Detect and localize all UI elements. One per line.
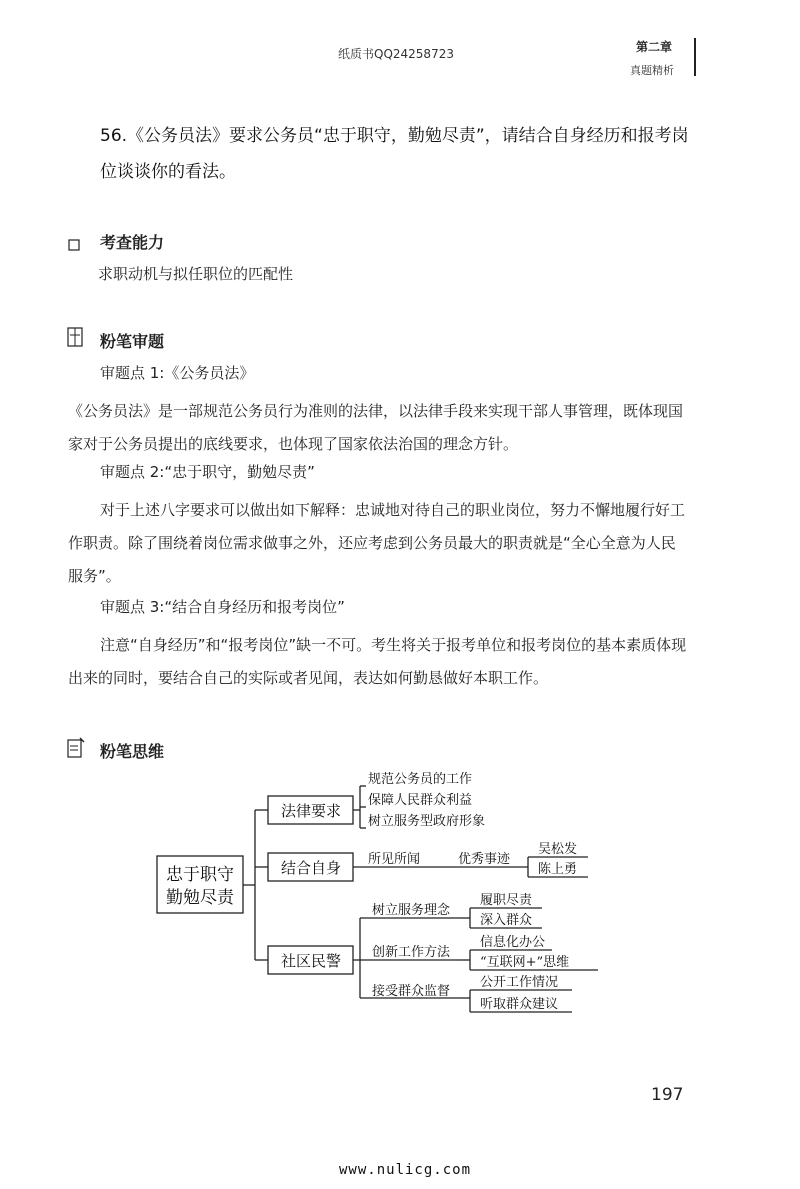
map-branch-self: 结合自身 [280,859,342,877]
map-leaf: 保障人民群众利益 [368,793,473,808]
map-sub: 优秀事迹 [458,852,511,867]
point-3-body: 注意“自身经历”和“报考岗位”缺一不可。考生将关于报考单位和报考岗位的基本素质体现出来的同时，要结合自己的实际或者见闻，表达如何勤恳做好本职工作。 [68,636,687,687]
map-root-line-2: 勤勉尽责 [166,888,234,908]
map-sub: 接受群众监督 [372,984,451,999]
map-root-line-1: 忠于职守 [166,865,234,885]
map-leaf: “互联网+”思维 [480,955,570,970]
map-branch-law: 法律要求 [280,802,342,820]
map-leaf: 陈上勇 [538,862,578,877]
map-sub: 所见所闻 [368,852,421,867]
footer-url: www.nulicg.com [339,1162,472,1178]
map-leaf: 规范公务员的工作 [368,772,473,787]
question-text: 56.《公务员法》要求公务员“忠于职守，勤勉尽责”，请结合自身经历和报考岗位谈谈你的看法。 [100,126,689,182]
page-number: 197 [651,1085,684,1105]
map-leaf: 信息化办公 [480,935,546,950]
ability-text: 求职动机与拟任职位的匹配性 [98,265,294,283]
map-leaf: 公开工作情况 [480,975,559,990]
point-1-body: 《公务员法》是一部规范公务员行为准则的法律，以法律手段来实现干部人事管理，既体现国家对于公务员提出的底线要求，也体现了国家依法治国的理念方针。 [68,402,684,453]
point-2-body: 对于上述八字要求可以做出如下解释：忠诚地对待自己的职业岗位，努力不懈地履行好工作职责。除了围绕着岗位需求做事之外，还应考虑到公务员最大的职责就是“全心全意为人民服务”。 [68,501,686,585]
header-source-text: 纸质书QQ24258723 [338,47,454,61]
map-leaf: 履职尽责 [480,893,533,908]
chapter-subtitle: 真题精析 [630,64,674,77]
map-branch-police: 社区民警 [280,952,342,970]
map-leaf: 吴松发 [538,842,578,857]
point-1-head: 审题点 1:《公务员法》 [100,364,255,382]
point-2-head: 审题点 2:“忠于职守，勤勉尽责” [100,463,315,481]
analysis-title: 粉笔审题 [100,332,165,351]
map-leaf: 树立服务型政府形象 [368,814,486,829]
map-sub: 创新工作方法 [372,945,451,960]
map-sub: 树立服务理念 [372,903,451,918]
map-leaf: 听取群众建议 [480,997,559,1012]
ability-title: 考查能力 [100,233,165,252]
point-3-head: 审题点 3:“结合自身经历和报考岗位” [100,598,345,616]
chapter-label: 第二章 [636,40,673,54]
thinking-title: 粉笔思维 [100,742,165,761]
map-leaf: 深入群众 [480,913,533,928]
